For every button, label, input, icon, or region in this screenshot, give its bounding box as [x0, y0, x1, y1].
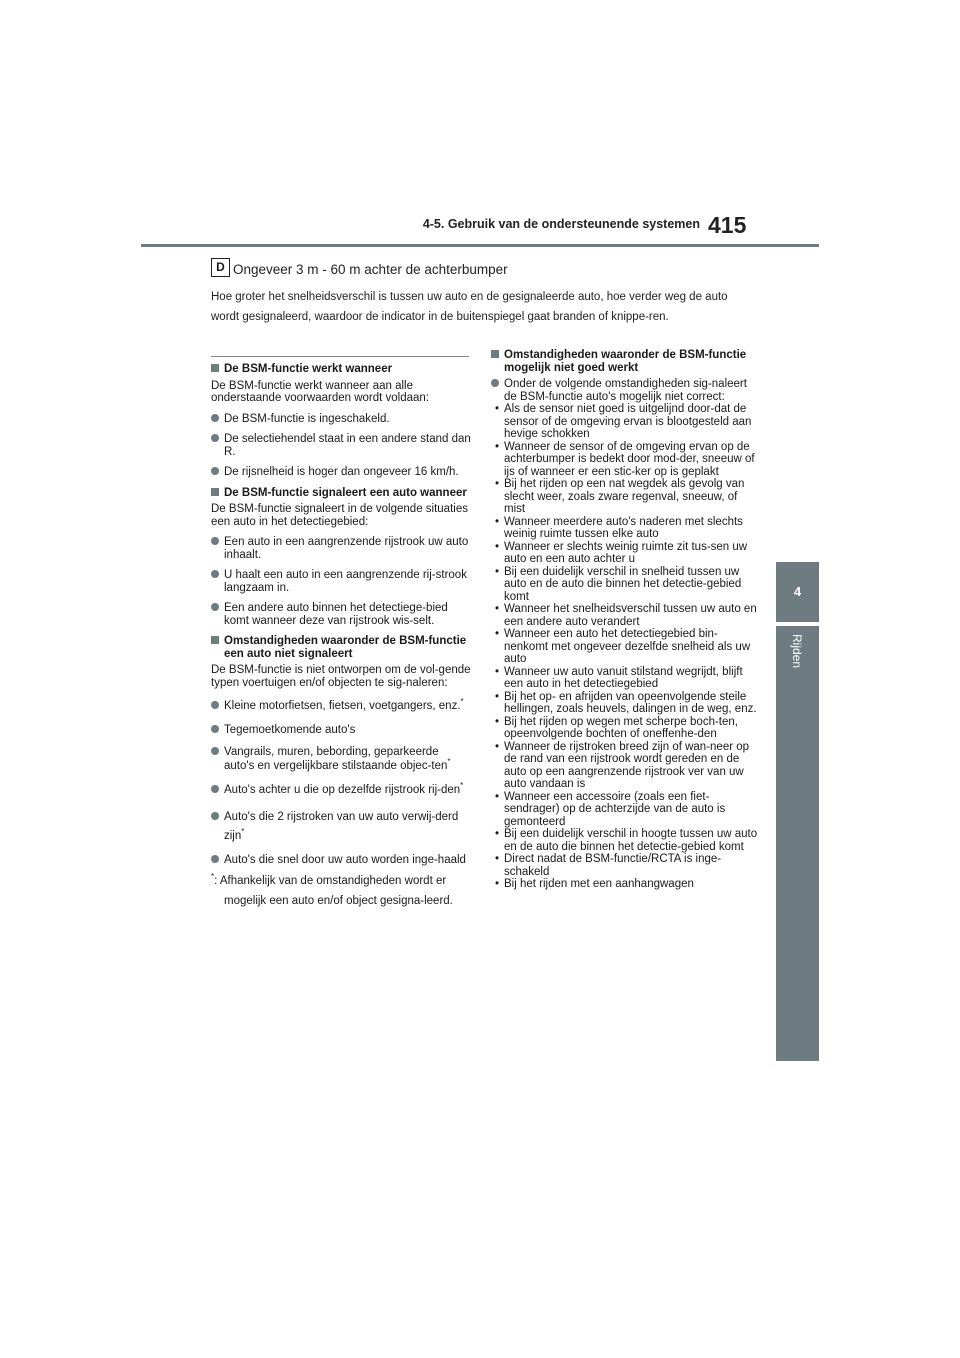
list-item: De selectiehendel staat in een andere stand dan R.	[211, 433, 471, 458]
list-item: Een andere auto binnen het detectiege-bied komt wanneer deze van rijstrook wis-selt.	[211, 602, 471, 627]
footnote-marker: *	[211, 872, 215, 882]
area-title: Ongeveer 3 m - 60 m achter de achterbumper	[233, 262, 508, 277]
round-bullet-icon	[211, 570, 219, 578]
round-bullet-icon	[211, 747, 219, 755]
list-item: • Wanneer een auto het detectiegebied bin-nenkomt met ongeveer dezelfde snelheid als uw auto	[495, 628, 751, 665]
area-description: Hoe groter het snelheidsverschil is tussen uw auto en de gesignaleerde auto, hoe verder weg de auto wordt gesignaleerd, waardoor de indicator in de buitenspiegel gaat branden of knippe-ren.	[211, 291, 728, 323]
condition-list	[491, 403, 759, 891]
list-item: • Wanneer er slechts weinig ruimte zit tus-sen uw auto en een auto achter u	[495, 540, 748, 565]
list-item: U haalt een auto in een aangrenzende rij-strook langzaam in.	[211, 569, 471, 594]
list-item: Auto's die snel door uw auto worden inge-haald	[211, 854, 471, 867]
chapter-tab-number: 4	[776, 562, 819, 622]
list-item: • Bij het rijden met een aanhangwagen	[495, 878, 694, 890]
round-bullet-icon	[211, 434, 219, 442]
round-bullet-icon	[211, 855, 219, 863]
list-item: Auto's die 2 rijstroken van uw auto verwij-derd zijn*	[211, 808, 471, 846]
square-bullet-icon	[211, 488, 219, 496]
list-item: • Wanneer uw auto vanuit stilstand wegrijdt, blijft een auto in het detectiegebied	[495, 665, 743, 690]
list-item: • Bij het rijden op wegen met scherpe boch-ten, opeenvolgende bochten of oneffenhe-den	[495, 715, 738, 740]
heading-not-signaled: Omstandigheden waaronder de BSM-functie een auto niet signaleert	[211, 635, 471, 660]
list-item: Vangrails, muren, bebording, geparkeerde auto's en vergelijkbare stilstaande objec-ten*	[211, 745, 471, 773]
heading-signals-when: De BSM-functie signaleert een auto wanneer	[211, 487, 471, 500]
section-header: 4-5. Gebruik van de ondersteunende systemen	[422, 217, 700, 231]
round-bullet-icon	[211, 414, 219, 422]
list-item: • Bij een duidelijk verschil in hoogte tussen uw auto en de auto die binnen het detectie-gebied komt	[495, 828, 758, 853]
footnote-marker: *	[460, 780, 464, 790]
heading-works-when: De BSM-functie werkt wanneer	[211, 363, 471, 376]
footnote-marker: *	[447, 756, 451, 766]
list-item: Tegemoetkomende auto's	[211, 724, 471, 737]
list-item: • Bij het op- en afrijden van opeenvolgende steile hellingen, zoals heuvels, dalingen in de weg, enz.	[495, 690, 757, 715]
round-bullet-icon	[211, 701, 219, 709]
paragraph: De BSM-functie signaleert in de volgende situaties een auto in het detectiegebied:	[211, 503, 468, 528]
left-column	[211, 363, 471, 911]
column-divider	[211, 356, 469, 357]
footnote-marker: *	[241, 826, 245, 836]
list-item: Auto's achter u die op dezelfde rijstrook rij-den*	[211, 781, 471, 800]
round-bullet-icon	[211, 537, 219, 545]
round-bullet-icon	[211, 467, 219, 475]
area-badge: D	[211, 258, 230, 277]
list-item: • Bij het rijden op een nat wegdek als gevolg van slecht weer, zoals zware regenval, sneeuw, of mist	[495, 478, 745, 515]
round-bullet-icon	[491, 379, 499, 387]
list-item: Een auto in een aangrenzende rijstrook uw auto inhaalt.	[211, 536, 471, 561]
footnote-marker: *	[460, 697, 464, 707]
list-item: Kleine motorfietsen, fietsen, voetgangers, enz.*	[211, 697, 471, 716]
chapter-tab	[776, 626, 819, 1061]
paragraph: De BSM-functie is niet ontworpen om de vol-gende typen voertuigen en/of objecten te sig-naleren:	[211, 664, 471, 689]
round-bullet-icon	[211, 603, 219, 611]
page-number: 415	[708, 212, 747, 238]
list-item: • Wanneer meerdere auto's naderen met slechts weinig ruimte tussen elke auto	[495, 515, 743, 540]
list-item: Onder de volgende omstandigheden sig-naleert de BSM-functie auto's mogelijk niet correct:	[491, 378, 759, 403]
list-item: • Wanneer de sensor of de omgeving ervan op de achterbumper is bedekt door mod-der, sneeuw of ijs of wanneer er een stic-ker op is geplakt	[495, 440, 755, 478]
list-item: • Als de sensor niet goed is uitgelijnd door-dat de sensor of de omgeving ervan is blootgesteld aan hevige schokken	[495, 403, 752, 440]
list-item: • Wanneer een accessoire (zoals een fiet-sendrager) op de achterzijde van de auto is gemonteerd	[495, 790, 726, 828]
round-bullet-icon	[211, 725, 219, 733]
square-bullet-icon	[211, 364, 219, 372]
square-bullet-icon	[211, 636, 219, 644]
list-item: De rijsnelheid is hoger dan ongeveer 16 km/h.	[211, 466, 471, 479]
heading-may-not-work: Omstandigheden waaronder de BSM-functie mogelijk niet goed werkt	[491, 349, 759, 374]
round-bullet-icon	[211, 785, 219, 793]
list-item: • Direct nadat de BSM-functie/RCTA is inge-schakeld	[495, 853, 722, 878]
right-column	[491, 349, 759, 891]
list-item: De BSM-functie is ingeschakeld.	[211, 413, 471, 426]
footnote: *: Afhankelijk van de omstandigheden wordt er mogelijk een auto en/of object gesigna-leerd.	[211, 872, 453, 907]
round-bullet-icon	[211, 812, 219, 820]
square-bullet-icon	[491, 350, 499, 358]
list-item: • Bij een duidelijk verschil in snelheid tussen uw auto en de auto die binnen het detectie-gebied komt	[495, 565, 742, 603]
list-item: • Wanneer de rijstroken breed zijn of wan-neer op de rand van een rijstrook wordt gereden en de auto op een aangrenzende rijstrook ver van uw auto vandaan is	[495, 740, 750, 790]
paragraph: De BSM-functie werkt wanneer aan alle onderstaande voorwaarden wordt voldaan:	[211, 379, 430, 404]
chapter-tab-label: Rijden	[790, 634, 804, 669]
header-divider	[141, 244, 819, 247]
list-item: • Wanneer het snelheidsverschil tussen uw auto en een andere auto verandert	[495, 603, 757, 628]
